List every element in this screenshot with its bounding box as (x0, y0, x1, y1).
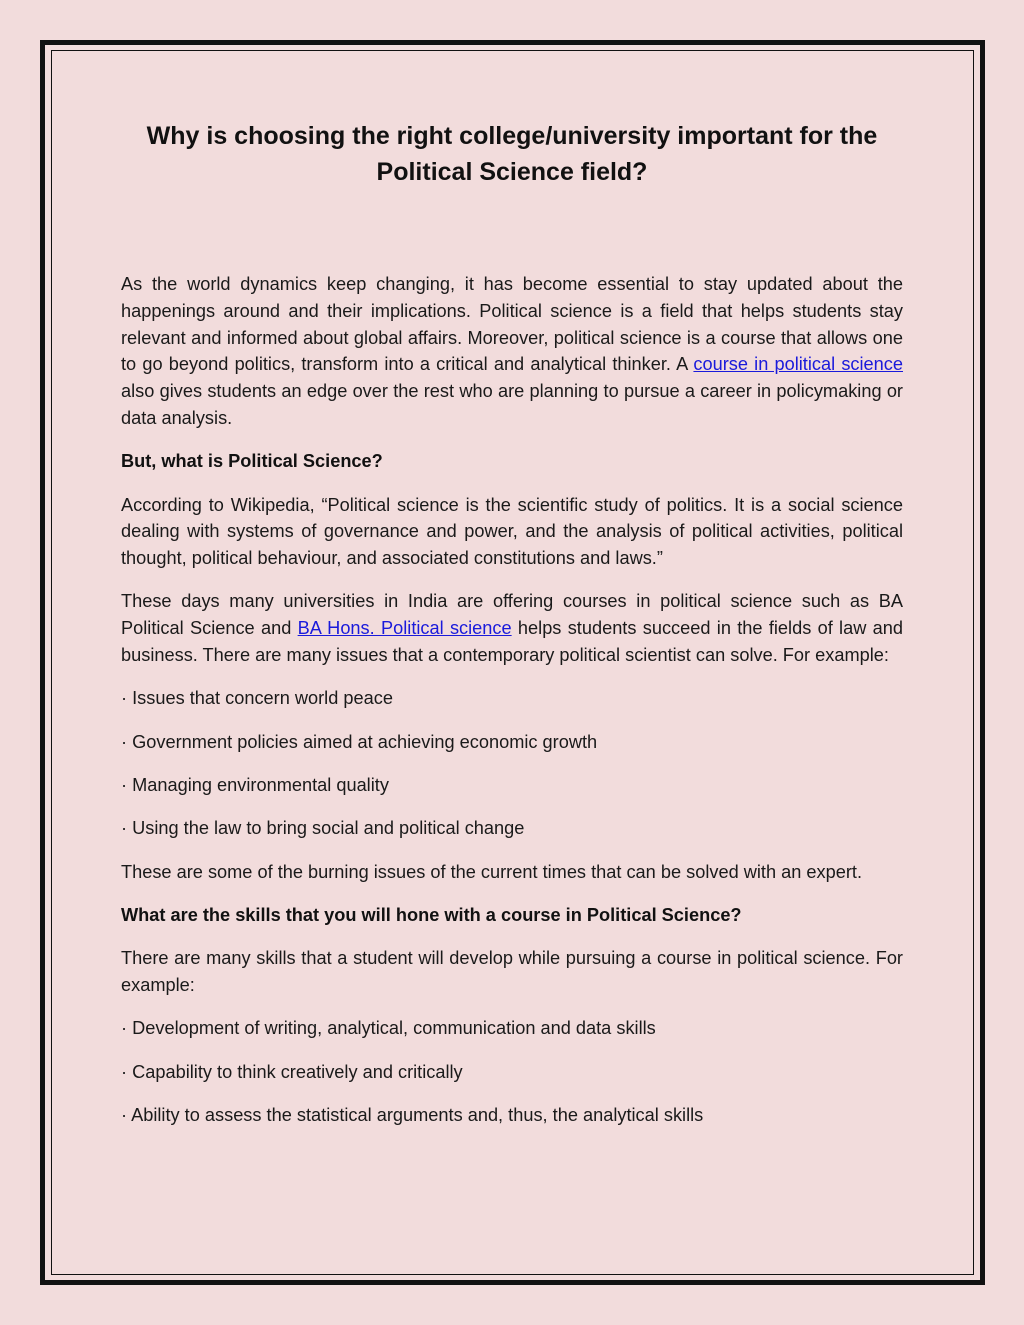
universities-paragraph (121, 588, 903, 668)
wikipedia-paragraph: According to Wikipedia, “Political science is the scientific study of politics. It is a social science dealing with systems of governance and power, and the analysis of political activities, political thought, political behaviour, and associated constitutions and laws.” (121, 494, 903, 569)
skill-item: · Capability to think creatively and critically (121, 1061, 463, 1082)
issue-item: · Issues that concern world peace (121, 688, 393, 709)
section-heading-skills: What are the skills that you will hone with a course in Political Science? (121, 904, 742, 925)
universities-text-end: helps students succeed in the fields of law and business. There are many issues that a contemporary political scientist can solve. For example: (121, 618, 903, 666)
issue-item: · Managing environmental quality (121, 774, 389, 795)
skills-intro-paragraph: There are many skills that a student will develop while pursuing a course in political science. For example: (121, 948, 903, 995)
course-in-political-science-link[interactable]: course in political science (693, 354, 903, 375)
issues-summary-paragraph: These are some of the burning issues of the current times that can be solved with an expert. (121, 861, 863, 882)
section-heading-what: But, what is Political Science? (121, 451, 383, 472)
skill-item: · Development of writing, analytical, communication and data skills (121, 1018, 656, 1039)
intro-paragraph (121, 271, 903, 432)
issue-item: · Using the law to bring social and political change (121, 818, 525, 839)
article-body (121, 271, 903, 1129)
article-title: Why is choosing the right college/university important for the Political Science field? (146, 122, 878, 186)
article (121, 118, 903, 1145)
skill-item: · Ability to assess the statistical arguments and, thus, the analytical skills (121, 1104, 704, 1125)
ba-hons-political-science-link[interactable]: BA Hons. Political science (297, 618, 512, 639)
intro-text-start: As the world dynamics keep changing, it has become essential to stay updated about the happenings around and their implications. Political science is a field that helps students stay relevant and informed about global affairs. Moreover, political science is a course that allows one to go beyond politics, transform into a critical and analytical thinker. A (121, 274, 903, 375)
universities-text-start: These days many universities in India are offering courses in political science such as BA Political Science and (121, 591, 903, 639)
intro-text-end: also gives students an edge over the rest who are planning to pursue a career in policymaking or data analysis. (121, 381, 903, 428)
issue-item: · Government policies aimed at achieving economic growth (121, 731, 598, 752)
